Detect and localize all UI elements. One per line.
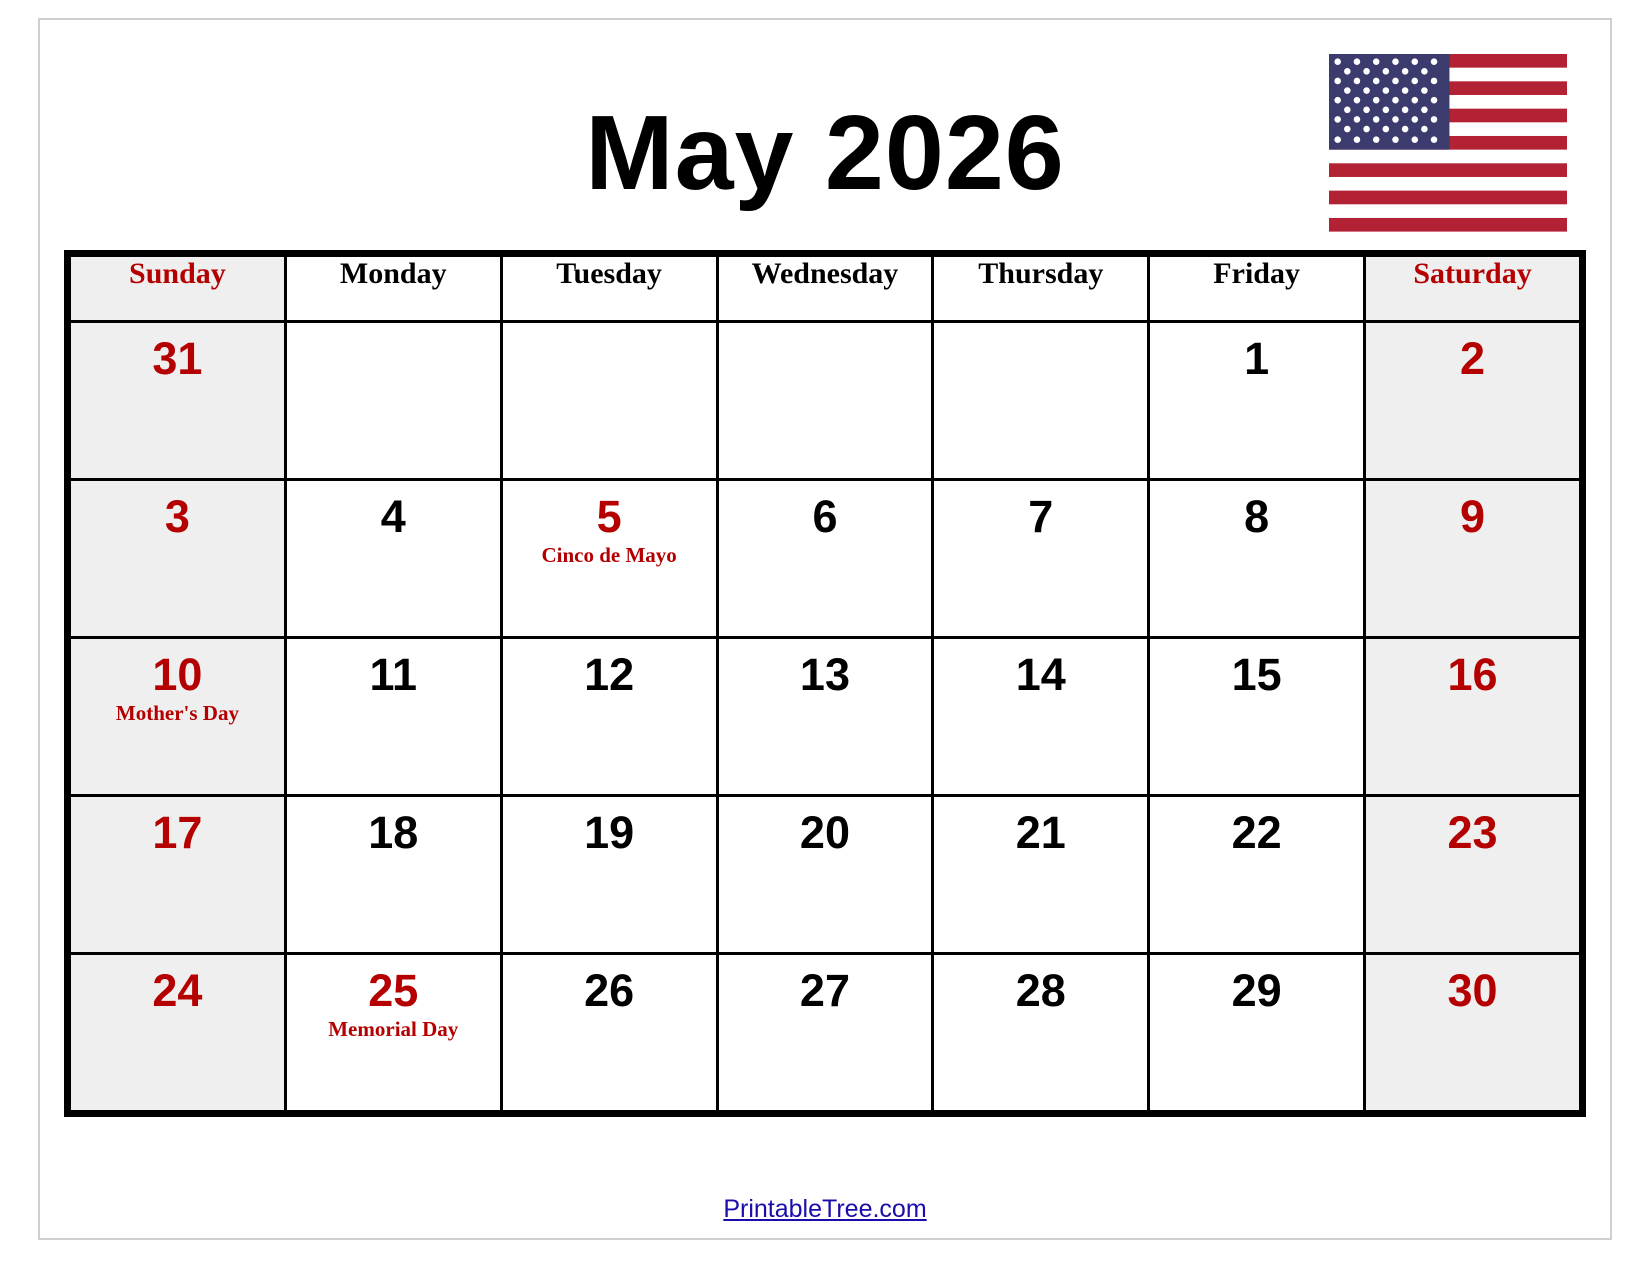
day-cell[interactable] xyxy=(70,954,286,1112)
weekday-header-monday: Monday xyxy=(285,256,501,322)
day-number: 2 xyxy=(1460,333,1486,384)
weekday-header-sunday: Sunday xyxy=(70,256,286,322)
day-number: 15 xyxy=(1231,649,1282,700)
day-cell[interactable] xyxy=(1365,480,1581,638)
day-number: 27 xyxy=(799,965,850,1016)
day-number: 7 xyxy=(1028,491,1054,542)
day-event: Mother's Day xyxy=(115,701,239,726)
day-cell[interactable] xyxy=(501,796,717,954)
day-cell[interactable] xyxy=(285,954,501,1112)
weekday-header-thursday: Thursday xyxy=(933,256,1149,322)
day-number: 17 xyxy=(152,807,203,858)
day-number: 28 xyxy=(1015,965,1066,1016)
day-number: 12 xyxy=(584,649,635,700)
day-number: 16 xyxy=(1447,649,1498,700)
us-flag-icon xyxy=(1329,54,1567,232)
day-cell[interactable] xyxy=(1365,796,1581,954)
page-title: May 2026 xyxy=(585,94,1065,212)
day-number: 18 xyxy=(368,807,419,858)
day-cell[interactable] xyxy=(70,322,286,480)
day-number: 22 xyxy=(1231,807,1282,858)
day-cell[interactable] xyxy=(285,322,501,480)
day-cell[interactable] xyxy=(501,322,717,480)
day-number: 23 xyxy=(1447,807,1498,858)
weekday-header-wednesday: Wednesday xyxy=(717,256,933,322)
calendar-week-row xyxy=(70,954,1581,1112)
day-cell[interactable] xyxy=(933,638,1149,796)
day-cell[interactable] xyxy=(285,796,501,954)
day-cell[interactable] xyxy=(1365,954,1581,1112)
day-number: 6 xyxy=(812,491,838,542)
day-number: 21 xyxy=(1015,807,1066,858)
day-number: 1 xyxy=(1244,333,1270,384)
day-cell[interactable] xyxy=(717,322,933,480)
day-cell[interactable] xyxy=(501,480,717,638)
weekday-header-tuesday: Tuesday xyxy=(501,256,717,322)
source-link[interactable]: PrintableTree.com xyxy=(723,1195,927,1223)
day-number: 11 xyxy=(369,649,418,700)
day-cell[interactable] xyxy=(501,954,717,1112)
day-cell[interactable] xyxy=(933,480,1149,638)
day-cell[interactable] xyxy=(1365,322,1581,480)
day-cell[interactable] xyxy=(717,954,933,1112)
day-number: 30 xyxy=(1447,965,1498,1016)
day-number: 10 xyxy=(152,649,203,700)
day-number: 3 xyxy=(164,491,190,542)
day-cell[interactable] xyxy=(1149,796,1365,954)
weekday-header-row xyxy=(70,256,1581,322)
day-cell[interactable] xyxy=(933,322,1149,480)
day-number: 25 xyxy=(368,965,419,1016)
calendar-page xyxy=(38,18,1612,1240)
day-cell[interactable] xyxy=(933,796,1149,954)
day-number: 26 xyxy=(584,965,635,1016)
calendar-week-row xyxy=(70,322,1581,480)
calendar-week-row xyxy=(70,638,1581,796)
day-cell[interactable] xyxy=(717,638,933,796)
footer xyxy=(40,1195,1610,1224)
day-number: 31 xyxy=(152,333,203,384)
weekday-header-friday: Friday xyxy=(1149,256,1365,322)
day-number: 13 xyxy=(799,649,850,700)
day-cell[interactable] xyxy=(70,796,286,954)
day-number: 5 xyxy=(596,491,622,542)
day-number: 20 xyxy=(799,807,850,858)
day-number: 8 xyxy=(1244,491,1270,542)
day-cell[interactable] xyxy=(501,638,717,796)
day-cell[interactable] xyxy=(70,638,286,796)
day-event: Cinco de Mayo xyxy=(541,543,677,568)
day-cell[interactable] xyxy=(1149,954,1365,1112)
calendar-week-row xyxy=(70,480,1581,638)
day-number: 9 xyxy=(1460,491,1486,542)
weekday-header-saturday: Saturday xyxy=(1365,256,1581,322)
day-cell[interactable] xyxy=(1365,638,1581,796)
day-number: 4 xyxy=(380,491,406,542)
day-number: 19 xyxy=(584,807,635,858)
day-cell[interactable] xyxy=(285,480,501,638)
calendar-week-row xyxy=(70,796,1581,954)
day-number: 24 xyxy=(152,965,203,1016)
day-number: 14 xyxy=(1015,649,1066,700)
day-cell[interactable] xyxy=(1149,480,1365,638)
day-cell[interactable] xyxy=(717,796,933,954)
day-cell[interactable] xyxy=(933,954,1149,1112)
day-cell[interactable] xyxy=(285,638,501,796)
day-number: 29 xyxy=(1231,965,1282,1016)
day-cell[interactable] xyxy=(717,480,933,638)
day-event: Memorial Day xyxy=(328,1017,459,1042)
day-cell[interactable] xyxy=(70,480,286,638)
day-cell[interactable] xyxy=(1149,638,1365,796)
calendar-grid xyxy=(64,250,1586,1117)
day-cell[interactable] xyxy=(1149,322,1365,480)
calendar-header xyxy=(40,20,1610,248)
